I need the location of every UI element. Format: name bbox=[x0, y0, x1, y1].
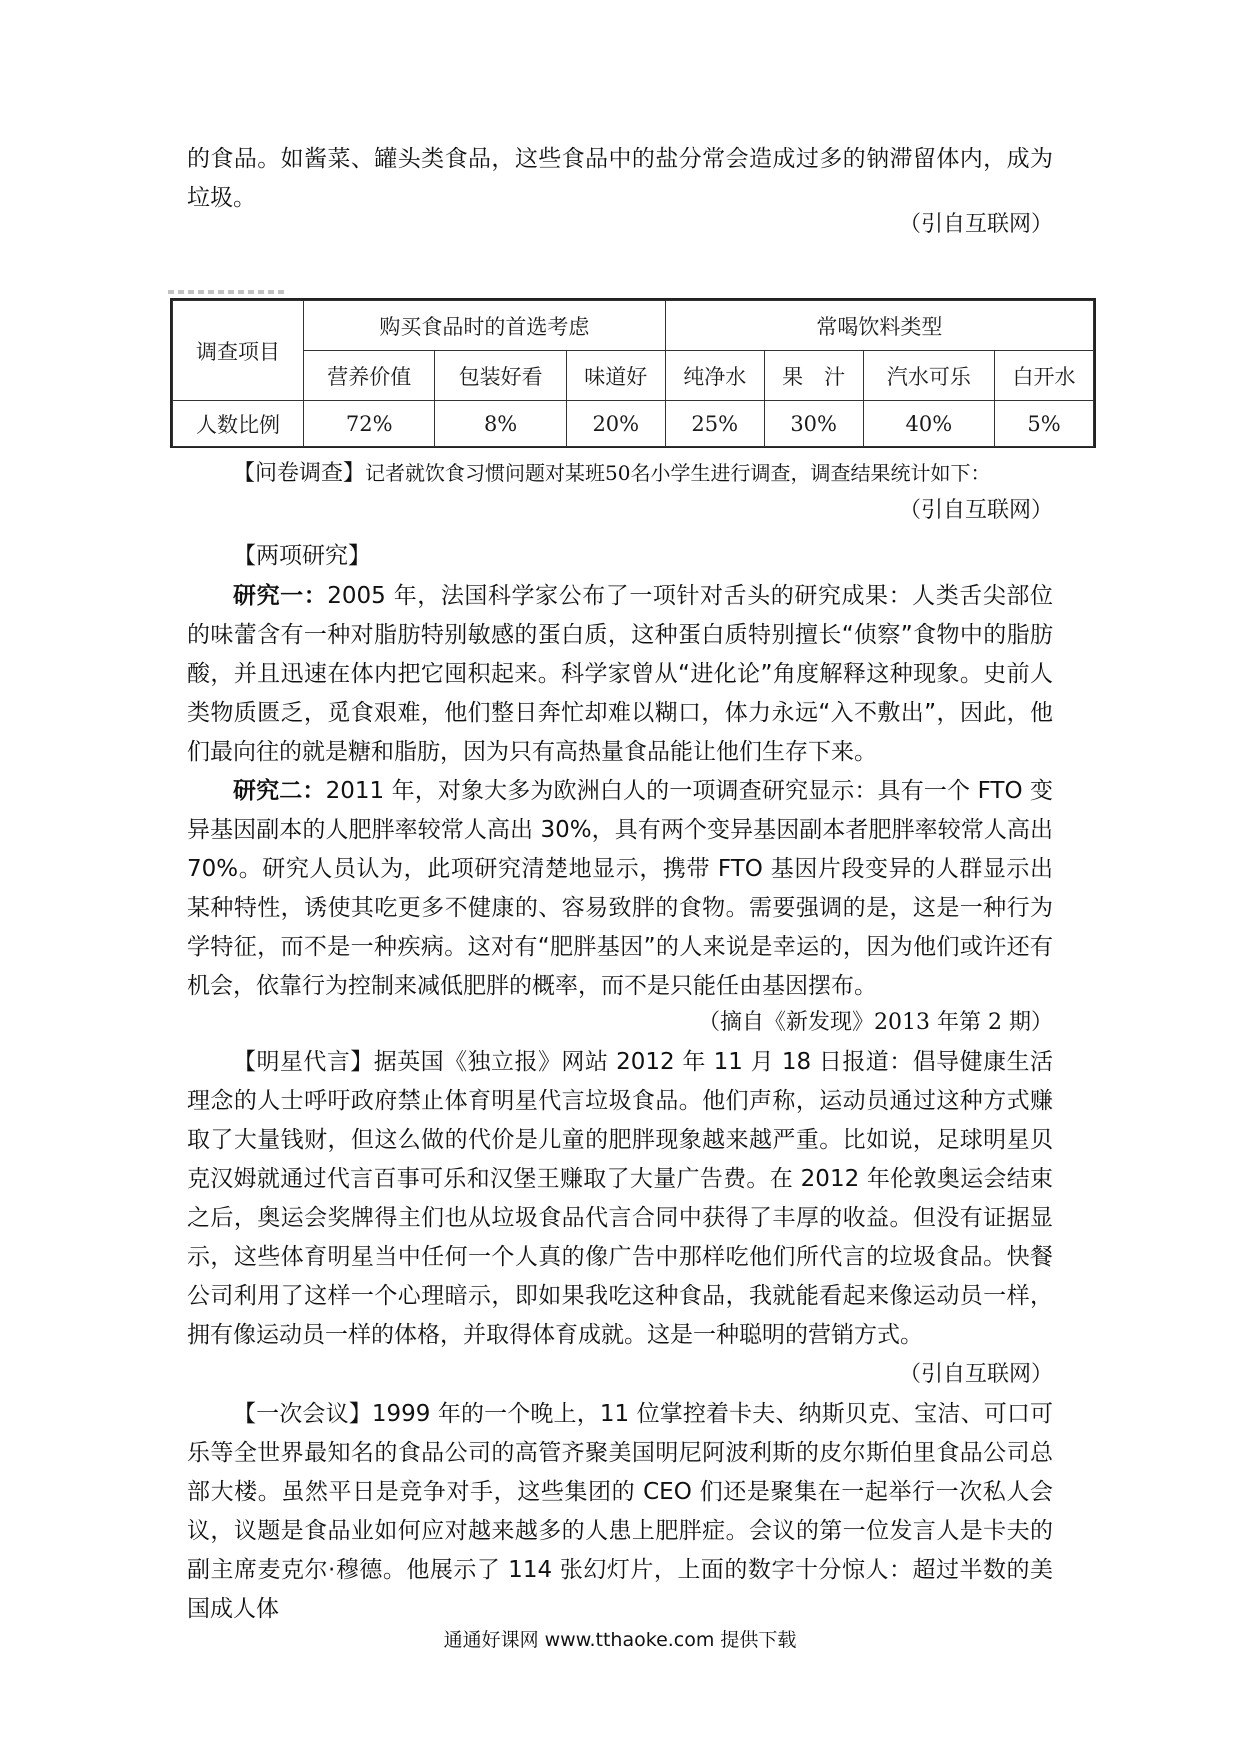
study-1-text: 2005 年，法国科学家公布了一项针对舌头的研究成果：人类舌尖部位的味蕾含有一种对脂肪特别敏感的蛋白质，这种蛋白质特别擅长“侦察”食物中的脂肪酸，并且迅速在体内把它囤积起来。科学家曾从“进化论”角度解释这种现象。史前人类物质匮乏，觅食艰难，他们整日奔忙却难以糊口，体力永远“入不敷出”，因此，他们最向往的就是糖和脂肪，因为只有高热量食品能让他们生存下来。 bbox=[187, 583, 1053, 765]
scan-artifact bbox=[168, 290, 288, 294]
survey-caption bbox=[233, 455, 1093, 492]
study-1-label: 研究一： bbox=[233, 583, 328, 609]
source-note-2: （引自互联网） bbox=[898, 498, 1053, 523]
source-note-1: （引自互联网） bbox=[898, 212, 1053, 237]
item-header: 营养价值 bbox=[304, 351, 435, 401]
value-cell: 25% bbox=[665, 401, 764, 447]
meeting-paragraph bbox=[187, 1395, 1053, 1629]
top-paragraph: 的食品。如酱菜、罐头类食品，这些食品中的盐分常会造成过多的钠滞留体内，成为垃圾。 bbox=[187, 146, 1053, 211]
row-label-header: 调查项目 bbox=[173, 301, 304, 401]
value-cell: 72% bbox=[304, 401, 435, 447]
item-header: 纯净水 bbox=[665, 351, 764, 401]
value-cell: 8% bbox=[435, 401, 566, 447]
download-footer: 通通好课网 www.tthaoke.com 提供下载 bbox=[443, 1629, 797, 1651]
survey-table bbox=[170, 298, 1096, 448]
value-cell: 20% bbox=[566, 401, 665, 447]
meeting-text: 1999 年的一个晚上，11 位掌控着卡夫、纳斯贝克、宝洁、可口可乐等全世界最知名的食品公司的高管齐聚美国明尼阿波利斯的皮尔斯伯里食品公司总部大楼。虽然平日是竞争对手，这些集团的 CEO 们还是聚集在一起举行一次私人会议，议题是食品业如何应对越来越多的人患上肥胖症。会议的第一位发言人是卡夫的副主席麦克尔·穆德。他展示了 114 张幻灯片，上面的数字十分惊人：超过半数的美国成人体 bbox=[187, 1401, 1054, 1622]
item-header: 汽水可乐 bbox=[863, 351, 994, 401]
value-cell: 40% bbox=[863, 401, 994, 447]
celebrity-text: 据英国《独立报》网站 2012 年 11 月 18 日报道：倡导健康生活理念的人士呼吁政府禁止体育明星代言垃圾食品。他们声称，运动员通过这种方式赚取了大量钱财，但这么做的代价是儿童的肥胖现象越来越严重。比如说，足球明星贝克汉姆就通过代言百事可乐和汉堡王赚取了大量广告费。在 2012 年伦敦奥运会结束之后，奥运会奖牌得主们也从垃圾食品代言合同中获得了丰厚的收益。但没有证据显示，这些体育明星当中任何一个人真的像广告中那样吃他们所代言的垃圾食品。快餐公司利用了这样一个心理暗示，即如果我吃这种食品，我就能看起来像运动员一样，拥有像运动员一样的体格，并取得体育成就。这是一种聪明的营销方式。 bbox=[187, 1049, 1054, 1348]
item-header: 包装好看 bbox=[435, 351, 566, 401]
caption-tag: 【问卷调查】 bbox=[233, 461, 366, 486]
item-header: 果 汁 bbox=[764, 351, 863, 401]
group-header-drink: 常喝饮料类型 bbox=[665, 301, 1093, 351]
study-2-text: 2011 年，对象大多为欧洲白人的一项调查研究显示：具有一个 FTO 变异基因副本的人肥胖率较常人高出 30%，具有两个变异基因副本者肥胖率较常人高出 70%。研究人员认为，此项研究清楚地显示，携带 FTO 基因片段变异的人群显示出某种特性，诱使其吃更多不健康的、容易致胖的食物。需要强调的是，这是一种行为学特征，而不是一种疾病。这对有“肥胖基因”的人来说是幸运的，因为他们或许还有机会，依靠行为控制来减低肥胖的概率，而不是只能任由基因摆布。 bbox=[187, 778, 1054, 999]
caption-text: 记者就饮食习惯问题对某班50名小学生进行调查，调查结果统计如下： bbox=[365, 461, 991, 485]
item-header: 白开水 bbox=[995, 351, 1094, 401]
item-header: 味道好 bbox=[566, 351, 665, 401]
row-label-values: 人数比例 bbox=[173, 401, 304, 447]
source-note-3: （摘自《新发现》2013 年第 2 期） bbox=[698, 1010, 1053, 1035]
value-cell: 5% bbox=[995, 401, 1094, 447]
study-2-paragraph bbox=[187, 772, 1053, 1006]
celebrity-tag: 【明星代言】 bbox=[233, 1049, 374, 1075]
meeting-tag: 【一次会议】 bbox=[233, 1401, 372, 1427]
study-1-paragraph bbox=[187, 577, 1053, 772]
two-studies-heading: 【两项研究】 bbox=[233, 543, 371, 569]
celebrity-paragraph bbox=[187, 1043, 1053, 1355]
group-header-food: 购买食品时的首选考虑 bbox=[304, 301, 666, 351]
source-note-4: （引自互联网） bbox=[898, 1362, 1053, 1387]
study-2-label: 研究二： bbox=[233, 778, 326, 804]
value-cell: 30% bbox=[764, 401, 863, 447]
